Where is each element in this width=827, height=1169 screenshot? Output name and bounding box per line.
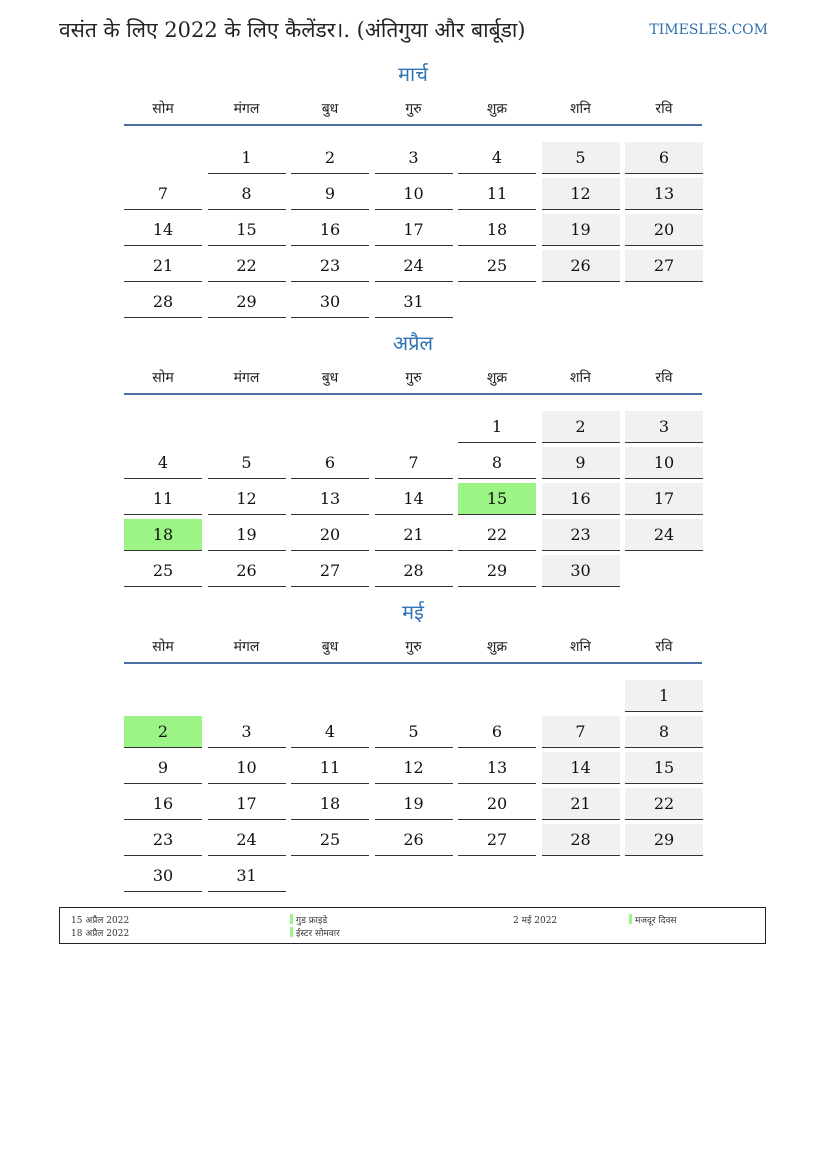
legend-holiday-name: ईस्टर सोमवार (290, 926, 340, 939)
day-cell: 22 (208, 250, 286, 282)
weekday-label: मंगल (233, 370, 260, 386)
day-cell: 19 (208, 519, 286, 551)
day-cell: 1 (458, 411, 536, 443)
weekday-label: गुरु (405, 639, 422, 655)
day-cell: 4 (458, 142, 536, 174)
day-cell: 17 (625, 483, 703, 515)
day-cell: 13 (625, 178, 703, 210)
day-cell: 13 (458, 752, 536, 784)
day-cell: 22 (625, 788, 703, 820)
weekday-label: रवि (655, 101, 673, 117)
day-cell: 26 (208, 555, 286, 587)
site-link[interactable]: TIMESLES.COM (649, 22, 768, 38)
legend-date: 18 अप्रैल 2022 (71, 929, 130, 939)
weekday-label: सोम (152, 639, 174, 655)
day-cell: 24 (375, 250, 453, 282)
holiday-legend (59, 907, 766, 944)
day-cell: 9 (124, 752, 202, 784)
holiday-day-cell: 15 (458, 483, 536, 515)
day-cell: 19 (375, 788, 453, 820)
day-cell: 3 (375, 142, 453, 174)
weekday-label: शनि (570, 101, 591, 117)
legend-holiday-name: गुड फ्राइडे (290, 913, 327, 926)
day-cell: 14 (542, 752, 620, 784)
weekday-header (124, 637, 702, 663)
day-cell: 17 (375, 214, 453, 246)
weekday-label: शुक्र (486, 370, 508, 386)
day-cell: 26 (375, 824, 453, 856)
day-cell: 24 (625, 519, 703, 551)
day-cell: 28 (124, 286, 202, 318)
month-name: अप्रैल (392, 331, 434, 355)
day-cell: 23 (124, 824, 202, 856)
day-cell: 13 (291, 483, 369, 515)
weekday-label: शुक्र (486, 639, 508, 655)
day-cell: 29 (208, 286, 286, 318)
weekday-label: रवि (655, 370, 673, 386)
day-cell: 27 (625, 250, 703, 282)
day-cell: 6 (625, 142, 703, 174)
day-cell: 8 (208, 178, 286, 210)
day-cell: 20 (291, 519, 369, 551)
day-cell: 27 (291, 555, 369, 587)
day-cell: 2 (542, 411, 620, 443)
weekday-label: शुक्र (486, 101, 508, 117)
legend-date: 2 मई 2022 (513, 916, 558, 926)
day-cell: 8 (458, 447, 536, 479)
day-cell: 21 (542, 788, 620, 820)
page-title: वसंत के लिए 2022 के लिए कैलेंडर।. (अंतिगुया और बार्बूडा) (59, 18, 526, 42)
weekday-header (124, 99, 702, 125)
day-cell: 1 (625, 680, 703, 712)
day-cell: 6 (458, 716, 536, 748)
day-cell: 25 (291, 824, 369, 856)
weekday-divider (124, 124, 702, 126)
weekday-divider (124, 662, 702, 664)
day-cell: 11 (124, 483, 202, 515)
day-cell: 10 (375, 178, 453, 210)
day-cell: 30 (542, 555, 620, 587)
day-cell: 5 (542, 142, 620, 174)
day-cell: 14 (124, 214, 202, 246)
day-cell: 23 (542, 519, 620, 551)
day-cell: 7 (375, 447, 453, 479)
legend-date: 15 अप्रैल 2022 (71, 916, 130, 926)
day-cell: 23 (291, 250, 369, 282)
day-cell: 18 (291, 788, 369, 820)
weekday-label: सोम (152, 101, 174, 117)
day-cell: 5 (208, 447, 286, 479)
day-cell: 17 (208, 788, 286, 820)
day-cell: 3 (625, 411, 703, 443)
day-cell: 30 (291, 286, 369, 318)
day-cell: 12 (208, 483, 286, 515)
day-cell: 26 (542, 250, 620, 282)
day-cell: 29 (458, 555, 536, 587)
weekday-label: शनि (570, 639, 591, 655)
day-cell: 27 (458, 824, 536, 856)
day-cell: 19 (542, 214, 620, 246)
weekday-label: रवि (655, 639, 673, 655)
day-cell: 9 (291, 178, 369, 210)
weekday-header (124, 368, 702, 394)
day-cell: 16 (542, 483, 620, 515)
day-cell: 4 (291, 716, 369, 748)
weekday-label: मंगल (233, 639, 260, 655)
day-cell: 3 (208, 716, 286, 748)
weekday-label: बुध (321, 639, 339, 655)
day-cell: 11 (291, 752, 369, 784)
day-cell: 24 (208, 824, 286, 856)
day-cell: 12 (375, 752, 453, 784)
day-cell: 16 (124, 788, 202, 820)
day-cell: 11 (458, 178, 536, 210)
day-cell: 7 (124, 178, 202, 210)
day-cell: 31 (375, 286, 453, 318)
day-cell: 10 (625, 447, 703, 479)
day-cell: 5 (375, 716, 453, 748)
day-cell: 7 (542, 716, 620, 748)
day-cell: 25 (458, 250, 536, 282)
month-name: मार्च (398, 62, 428, 86)
day-cell: 28 (375, 555, 453, 587)
day-cell: 28 (542, 824, 620, 856)
day-cell: 18 (458, 214, 536, 246)
day-cell: 22 (458, 519, 536, 551)
day-cell: 30 (124, 860, 202, 892)
day-cell: 4 (124, 447, 202, 479)
weekday-label: बुध (321, 101, 339, 117)
day-cell: 20 (625, 214, 703, 246)
legend-holiday-name: मजदूर दिवस (629, 913, 677, 926)
day-cell: 15 (625, 752, 703, 784)
weekday-label: गुरु (405, 370, 422, 386)
day-cell: 20 (458, 788, 536, 820)
day-cell: 15 (208, 214, 286, 246)
month-name: मई (402, 600, 424, 624)
day-cell: 6 (291, 447, 369, 479)
holiday-day-cell: 2 (124, 716, 202, 748)
weekday-divider (124, 393, 702, 395)
day-cell: 1 (208, 142, 286, 174)
day-cell: 9 (542, 447, 620, 479)
weekday-label: गुरु (405, 101, 422, 117)
day-cell: 21 (124, 250, 202, 282)
holiday-day-cell: 18 (124, 519, 202, 551)
weekday-label: सोम (152, 370, 174, 386)
day-cell: 25 (124, 555, 202, 587)
day-cell: 21 (375, 519, 453, 551)
day-cell: 12 (542, 178, 620, 210)
weekday-label: मंगल (233, 101, 260, 117)
day-cell: 31 (208, 860, 286, 892)
day-cell: 2 (291, 142, 369, 174)
day-cell: 16 (291, 214, 369, 246)
weekday-label: शनि (570, 370, 591, 386)
day-cell: 10 (208, 752, 286, 784)
day-cell: 29 (625, 824, 703, 856)
weekday-label: बुध (321, 370, 339, 386)
day-cell: 8 (625, 716, 703, 748)
day-cell: 14 (375, 483, 453, 515)
